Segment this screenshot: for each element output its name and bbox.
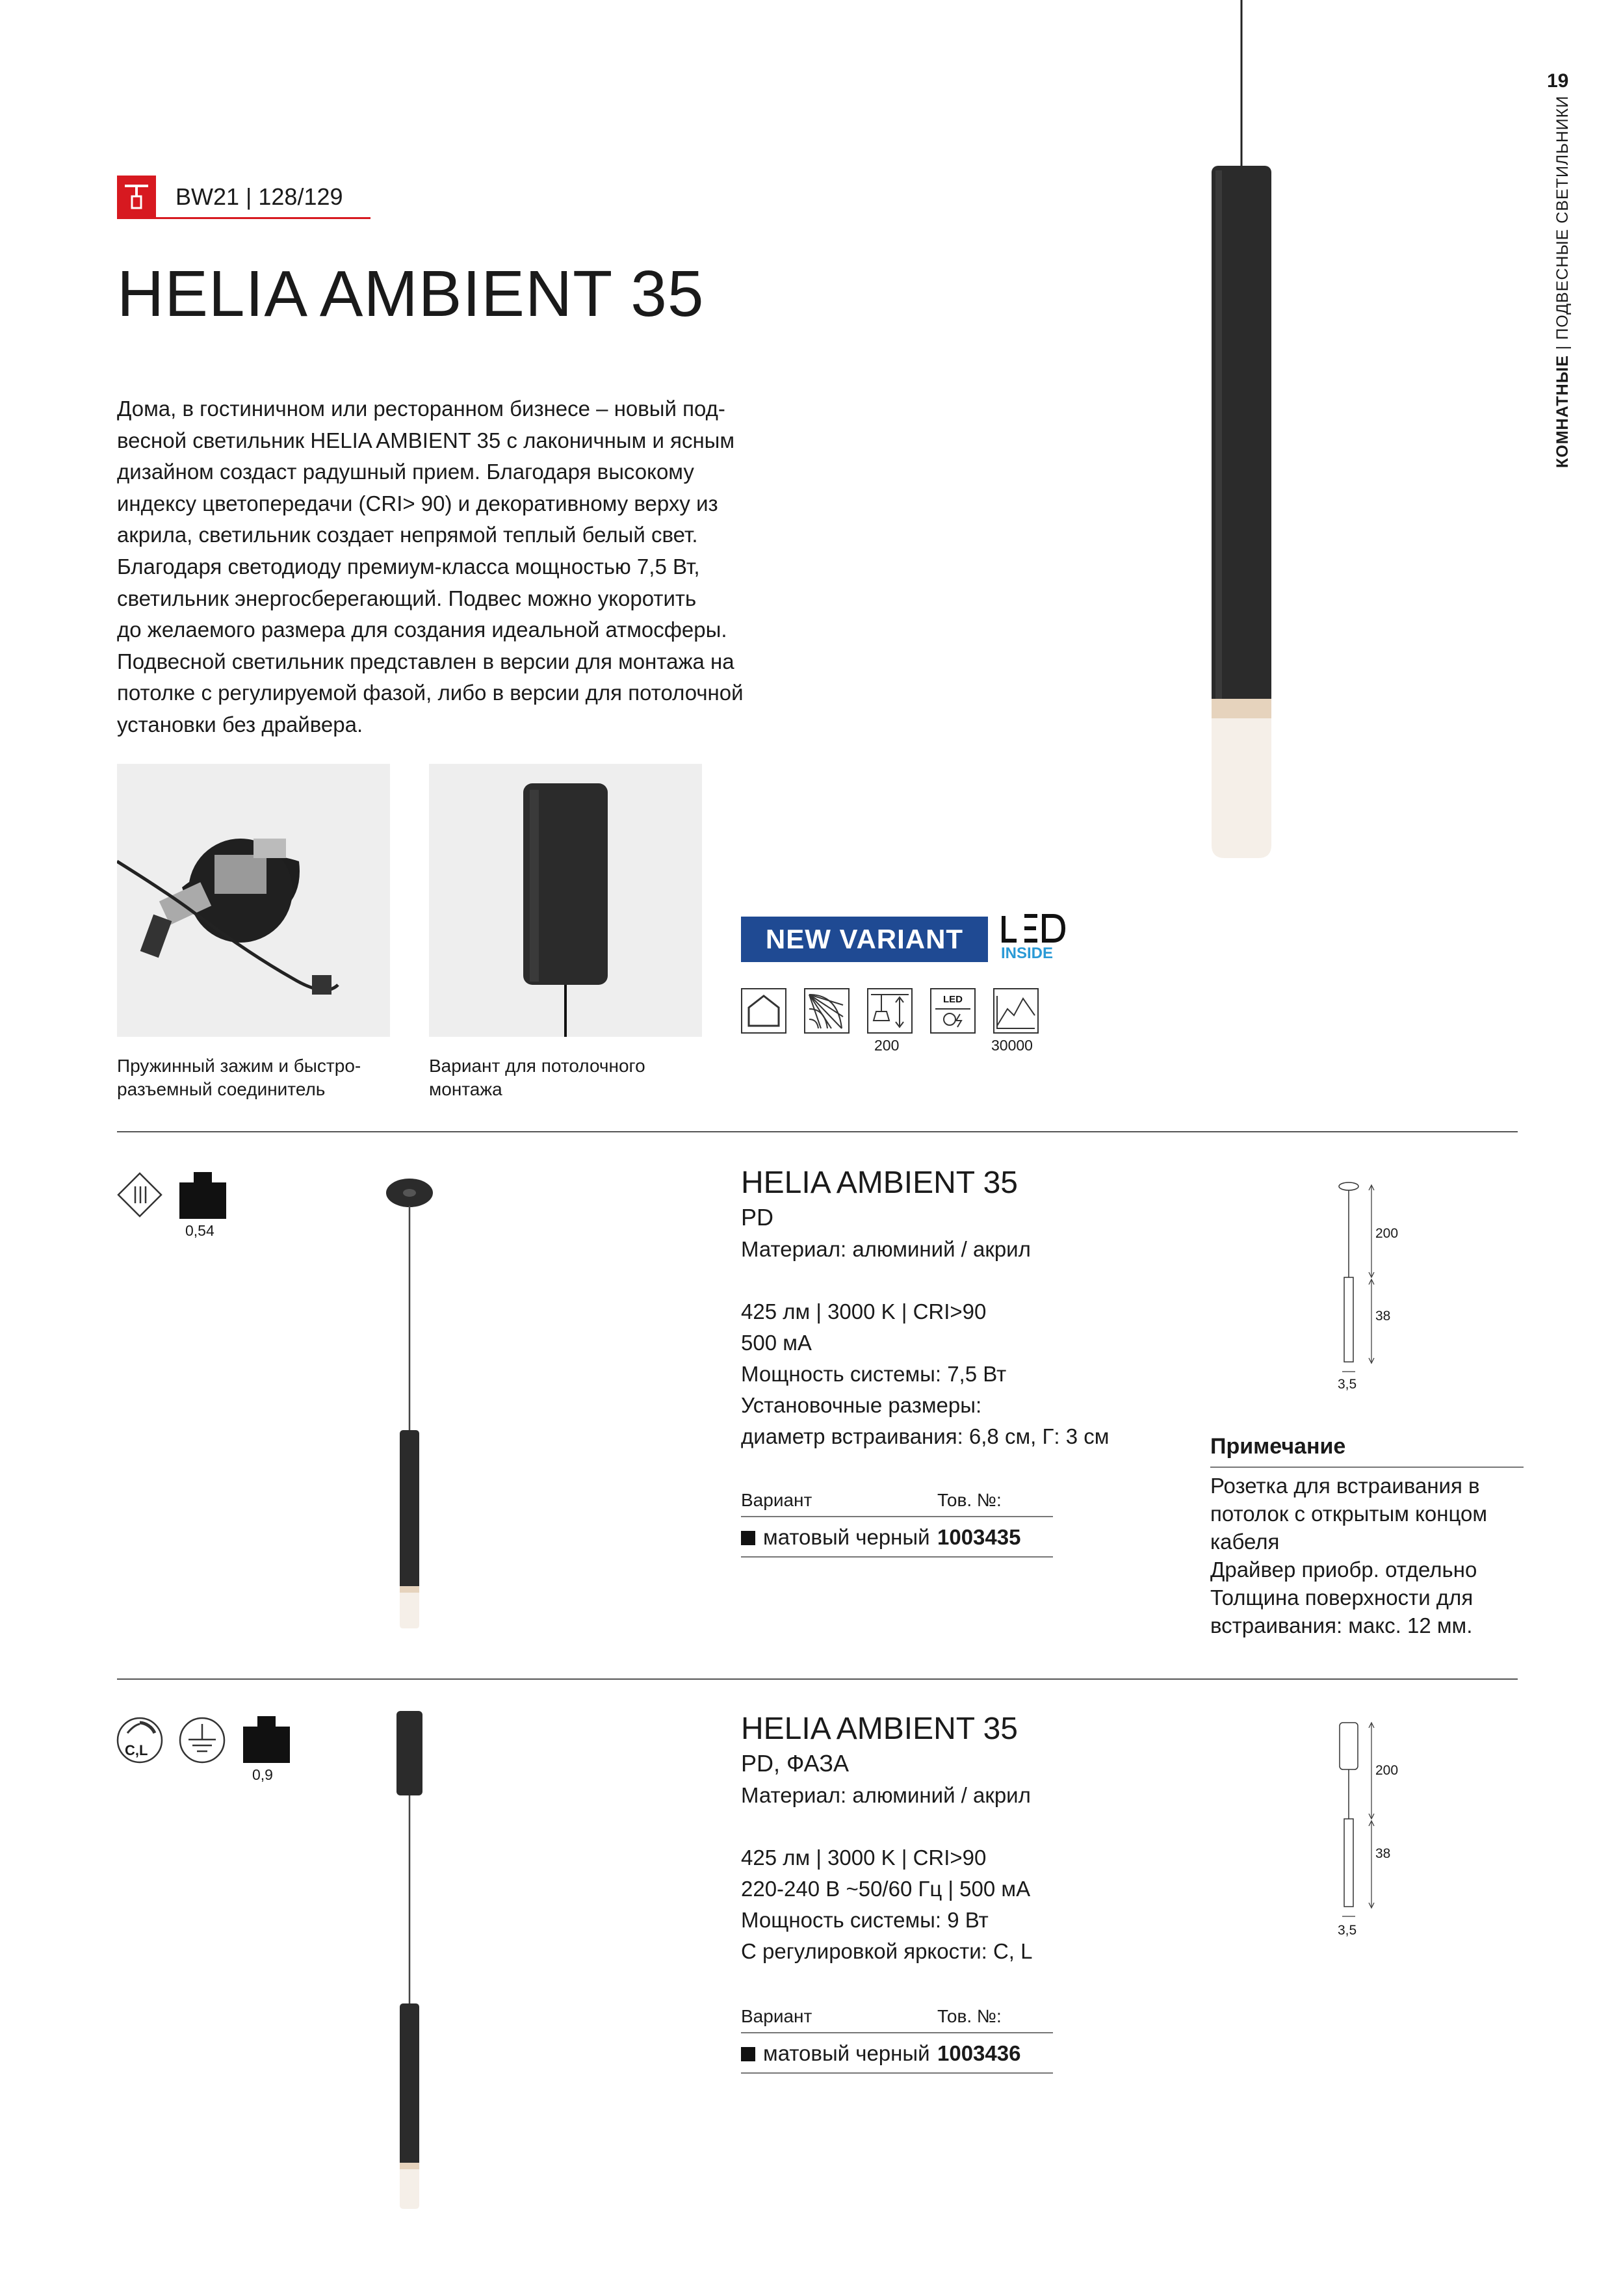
- product-1-article-header: Тов. №:: [937, 1490, 1002, 1510]
- product-1-table-rule-bottom: [741, 1556, 1053, 1558]
- product-2-code: PD, ФАЗА: [741, 1750, 849, 1777]
- ceiling-mount-photo: [429, 764, 702, 1037]
- product-1-dim-body: 38: [1375, 1309, 1391, 1324]
- product-2-article: 1003436: [937, 2041, 1021, 2065]
- cable-length-value: 200: [874, 1037, 900, 1054]
- section-divider-1: [117, 1131, 1518, 1132]
- lifetime-icon: [993, 988, 1039, 1034]
- product-2-table-rule-bottom: [741, 2072, 1053, 2074]
- product-1-material: Материал: алюминий / акрил: [741, 1237, 1031, 1261]
- page-title: HELIA AMBIENT 35: [117, 257, 705, 330]
- cable-length-icon: [867, 988, 913, 1034]
- product-2-dim-body: 38: [1375, 1846, 1391, 1861]
- page-number: 19: [1547, 70, 1569, 92]
- product-2-dim-diameter: 3,5: [1338, 1923, 1357, 1938]
- product-2-material: Материал: алюминий / акрил: [741, 1783, 1031, 1807]
- product-1-dim-diameter: 3,5: [1338, 1377, 1357, 1392]
- hero-lamp-image: [1196, 0, 1287, 865]
- spring-clip-photo: [117, 764, 390, 1037]
- section-label-rest: | ПОДВЕСНЫЕ СВЕТИЛЬНИКИ: [1553, 95, 1572, 356]
- product-1-code: PD: [741, 1204, 774, 1231]
- color-swatch-black-2: [741, 2047, 755, 2061]
- product-2-name: HELIA AMBIENT 35: [741, 1712, 1018, 1746]
- note-rule: [1210, 1467, 1524, 1468]
- led-module-icon: [930, 988, 976, 1034]
- product-1-specs: 425 лм | 3000 K | CRI>90 500 мА Мощность системы: 7,5 Вт Установочные размеры: диаметр встраивания: 6,8 см, Г: 3 см: [741, 1299, 1110, 1448]
- catalog-reference: BW21 | 128/129: [175, 183, 343, 210]
- intro-text: Дома, в гостиничном или ресторанном бизнесе – новый под- весной светильник HELIA AMBIENT 35 с лаконичным и ясным дизайном создаст радушный прием. Благодаря высокому индексу цветопередачи (CRI> 90) и декоративному верху из акрила, светильник создает непрямой теплый белый свет. Благодаря светодиоду премиум-класса мощностью 7,5 Вт, светильник энергосберегающий. Подвес можно укоротить до желаемого размера для создания идеальной атмосферы. Подвесной светильник представлен в версии для монтажа на потолке с регулируемой фазой, либо в версии для потолочной установки без драйвера.: [117, 397, 744, 737]
- weight-icon: [177, 1172, 229, 1219]
- product-1-lamp-image: [377, 1173, 442, 1628]
- photo-caption-clip: Пружинный зажим и быстро- разъемный соединитель: [117, 1056, 361, 1099]
- note-text: Розетка для встраивания в потолок с открытым концом кабеля Драйвер приобр. отдельно Толщина поверхности для встраивания: макс. 12 мм.: [1210, 1474, 1488, 1637]
- catalog-reference-underline: [117, 217, 370, 219]
- lifetime-value: 30000: [991, 1037, 1033, 1054]
- product-2-lamp-image: [377, 1711, 442, 2211]
- product-1-variant: матовый черный: [763, 1525, 930, 1549]
- beam-angle-icon: [804, 988, 850, 1034]
- product-1-table-rule-top: [741, 1516, 1053, 1517]
- product-2-article-header: Тов. №:: [937, 2006, 1002, 2026]
- section-label-bold: КОМНАТНЫЕ: [1553, 355, 1572, 468]
- photo-caption-ceiling: Вариант для потолочного монтажа: [429, 1056, 645, 1099]
- led-inside-icon: [1001, 913, 1066, 965]
- product-2-variant: матовый черный: [763, 2041, 930, 2065]
- product-2-weight: 0,9: [252, 1766, 273, 1783]
- dimmable-icon: [116, 1716, 164, 1764]
- product-2-table-rule-top: [741, 2032, 1053, 2033]
- product-1-name: HELIA AMBIENT 35: [741, 1166, 1018, 1200]
- pendant-category-icon: [117, 176, 156, 218]
- product-2-dimension-drawing: [1326, 1721, 1404, 1936]
- product-2-specs: 425 лм | 3000 K | CRI>90 220-240 В ~50/60 Гц | 500 мА Мощность системы: 9 Вт С регулировкой яркости: C, L: [741, 1846, 1033, 1963]
- color-swatch-black: [741, 1531, 755, 1545]
- product-1-article: 1003435: [937, 1525, 1021, 1549]
- weight-icon-2: [240, 1716, 292, 1763]
- dimmer-label: C,L: [125, 1742, 148, 1758]
- led-inside-label: INSIDE: [1001, 945, 1054, 962]
- earth-ground-icon: [178, 1716, 226, 1764]
- note-title: Примечание: [1210, 1434, 1346, 1459]
- product-1-dimension-drawing: [1326, 1180, 1404, 1388]
- product-1-variant-row: [741, 1525, 930, 1550]
- product-2-variant-row: [741, 2041, 930, 2066]
- product-1-dim-cable: 200: [1375, 1226, 1399, 1241]
- protection-class-icon: [117, 1172, 162, 1218]
- product-2-dim-cable: 200: [1375, 1763, 1399, 1778]
- section-label: [1553, 95, 1579, 468]
- product-2-variant-header: Вариант: [741, 2006, 812, 2026]
- svg-text:LED: LED: [943, 994, 963, 1005]
- section-divider-2: [117, 1678, 1518, 1680]
- product-1-weight: 0,54: [185, 1222, 214, 1239]
- indoor-icon: [741, 988, 786, 1034]
- product-1-variant-header: Вариант: [741, 1490, 812, 1510]
- new-variant-badge: NEW VARIANT: [741, 917, 988, 962]
